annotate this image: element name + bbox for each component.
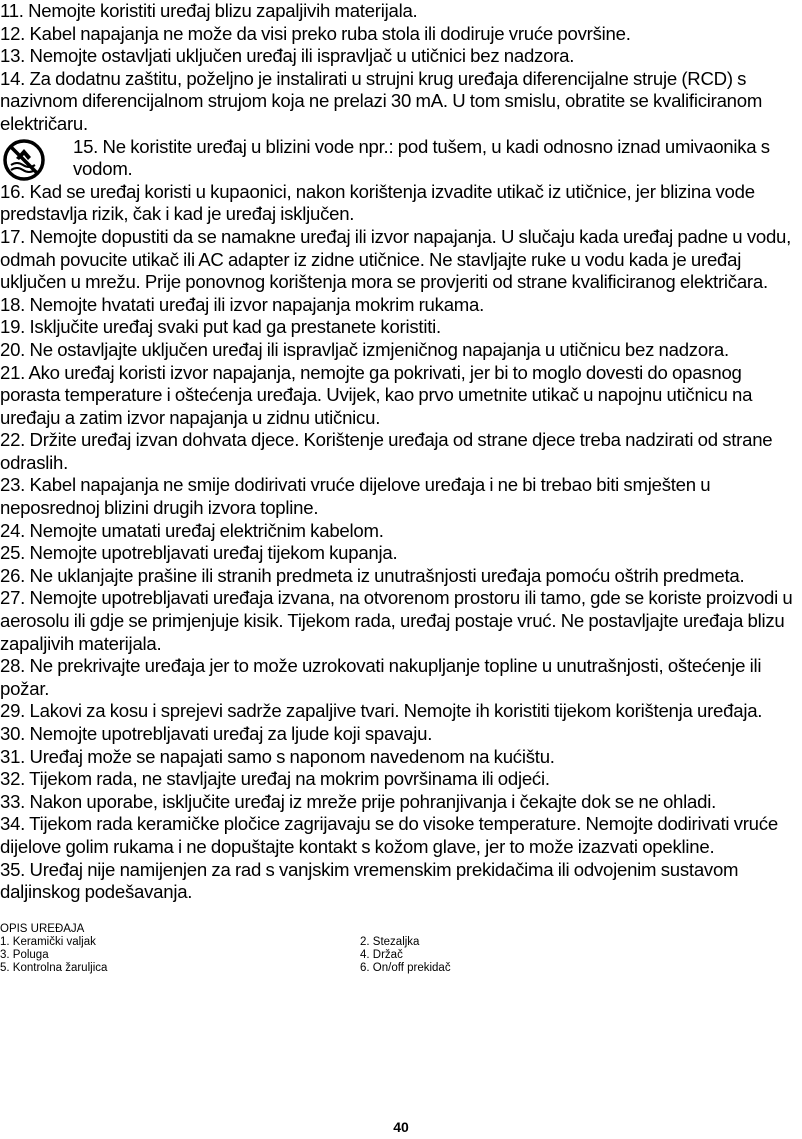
part-item: 2. Stezaljka xyxy=(360,935,420,948)
safety-item-11: 11. Nemojte koristiti uređaj blizu zapaljivih materijala. xyxy=(0,0,418,21)
safety-item-32: 32. Tijekom rada, ne stavljajte uređaj na mokrim površinama ili odjeći. xyxy=(0,768,550,790)
safety-item-15-row xyxy=(0,136,800,181)
safety-item-35: 35. Uređaj nije namijenjen za rad s vanjskim vremenskim prekidačima ili odvojenim sustavom daljinskog podešavanja. xyxy=(0,858,739,903)
device-parts-list xyxy=(0,936,800,975)
part-item: 6. On/off prekidač xyxy=(360,961,451,974)
device-description-title: OPIS UREĐAJA xyxy=(0,922,85,935)
safety-item-24: 24. Nemojte umatati uređaj električnim kabelom. xyxy=(0,519,384,541)
safety-item-31: 31. Uređaj može se napajati samo s naponom navedenom na kućištu. xyxy=(0,745,555,767)
safety-item-23: 23. Kabel napajanja ne smije dodirivati vruće dijelove uređaja i ne bi trebao biti smješten u neposrednoj blizini drugih izvora topline. xyxy=(0,474,711,519)
safety-item-15: 15. Ne koristite uređaj u blizini vode npr.: pod tušem, u kadi odnosno iznad umivaonika s vodom. xyxy=(73,135,770,180)
safety-item-14: 14. Za dodatnu zaštitu, poželjno je instalirati u strujni krug uređaja diferencijalne struje (RCD) s nazivnom diferencijalnom strujom koja ne prelazi 30 mA. U tom smislu, obratite se kvalificiranom električaru. xyxy=(0,67,763,134)
safety-item-22: 22. Držite uređaj izvan dohvata djece. Korištenje uređaja od strane djece treba nadzirati od strane odraslih. xyxy=(0,429,773,473)
part-item: 3. Poluga xyxy=(0,948,49,961)
safety-item-17: 17. Nemojte dopustiti da se namakne uređaj ili izvor napajanja. U slučaju kada uređaj padne u vodu, odmah povucite utikač ili AC adapter iz zidne utičnice. Ne stavljajte ruke u vodu kada je uređaj uključen u mrežu. Prije ponovnog korištenja mora se provjeriti od strane kvalificiranog električara. xyxy=(0,225,792,293)
page-number: 40 xyxy=(393,1119,409,1135)
safety-item-30: 30. Nemojte upotrebljavati uređaj za ljude koji spavaju. xyxy=(0,723,433,744)
safety-item-20: 20. Ne ostavljajte uključen uređaj ili ispravljač izmjeničnog napajanja u utičnicu bez nadzora. xyxy=(0,338,729,360)
safety-item-12: 12. Kabel napajanja ne može da visi preko ruba stola ili dodiruje vruće površine. xyxy=(0,22,631,44)
safety-item-26: 26. Ne uklanjajte prašine ili stranih predmeta iz unutrašnjosti uređaja pomoću oštrih predmeta. xyxy=(0,564,745,586)
part-item: 5. Kontrolna žaruljica xyxy=(0,961,108,974)
safety-item-16: 16. Kad se uređaj koristi u kupaonici, nakon korištenja izvadite utikač iz utičnice, jer blizina vode predstavlja rizik, čak i kad je uređaj isključen. xyxy=(0,180,755,225)
safety-item-18: 18. Nemojte hvatati uređaj ili izvor napajanja mokrim rukama. xyxy=(0,293,485,315)
safety-item-13: 13. Nemojte ostavljati uključen uređaj ili ispravljač u utičnici bez nadzora. xyxy=(0,45,575,67)
part-item: 1. Keramički valjak xyxy=(0,935,96,948)
safety-item-29: 29. Lakovi za kosu i sprejevi sadrže zapaljive tvari. Nemojte ih koristiti tijekom korištenja uređaja. xyxy=(0,700,763,722)
safety-item-27: 27. Nemojte upotrebljavati uređaja izvana, na otvorenom prostoru ili tamo, gde se koriste proizvodi u aerosolu ili gdje se primjenjuje kisik. Tijekom rada, uređaj postaje vruć. Ne postavljajte uređaja blizu zapaljivih materijala. xyxy=(0,587,793,654)
safety-item-33: 33. Nakon uporabe, isključite uređaj iz mreže prije pohranjivanja i čekajte dok se ne ohladi. xyxy=(0,790,716,812)
no-water-warning-icon xyxy=(2,138,46,182)
safety-item-25: 25. Nemojte upotrebljavati uređaj tijekom kupanja. xyxy=(0,542,398,564)
safety-item-19: 19. Isključite uređaj svaki put kad ga prestanete koristiti. xyxy=(0,316,441,338)
part-item: 4. Držač xyxy=(360,948,403,961)
safety-item-34: 34. Tijekom rada keramičke pločice zagrijavaju se do visoke temperature. Nemojte dodirivati vruće dijelove golim rukama i ne dopuštajte kontakt s kožom glave, jer to može izazvati opekline. xyxy=(0,813,778,857)
safety-item-28: 28. Ne prekrivajte uređaja jer to može uzrokovati nakupljanje topline u unutrašnjosti, oštećenje ili požar. xyxy=(0,655,762,699)
safety-item-21: 21. Ako uređaj koristi izvor napajanja, nemojte ga pokrivati, jer bi to moglo dovesti do opasnog porasta temperature i oštećenja uređaja. Uvijek, kao prvo umetnite utikač u napojnu utičnicu na uređaju a zatim izvor napajanja u zidnu utičnicu. xyxy=(0,361,753,428)
